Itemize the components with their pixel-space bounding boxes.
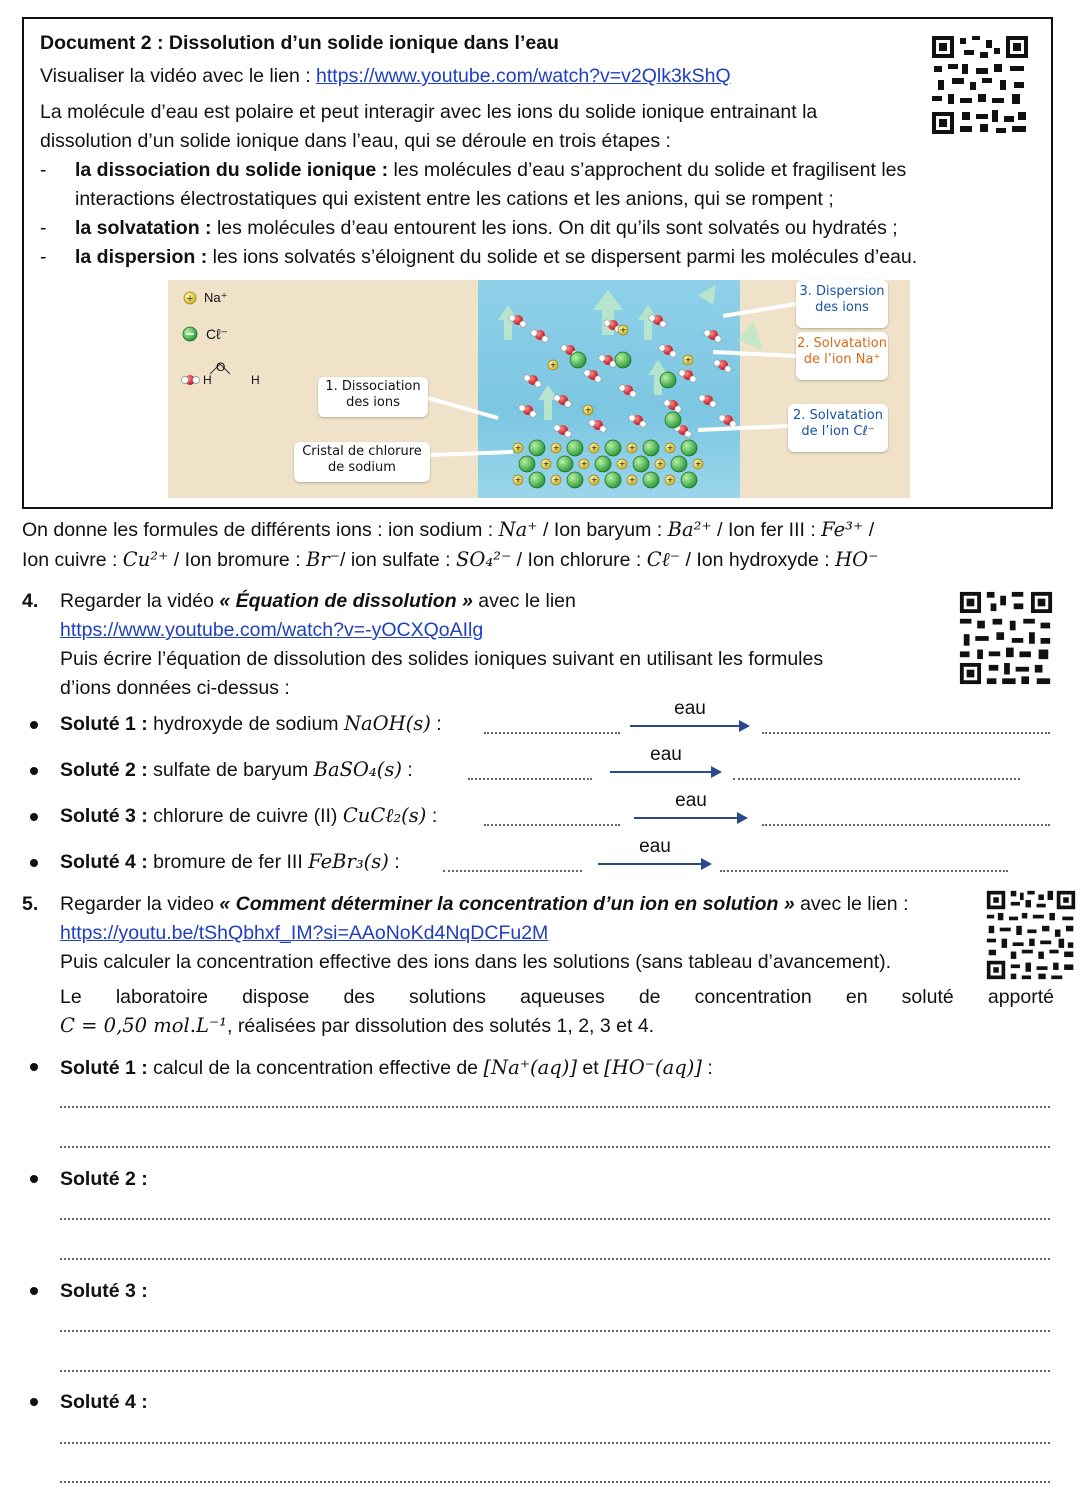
concentration-value: C = 0,50 mol.L⁻¹ [60,1014,227,1037]
q4-arrow-3 [634,790,748,824]
q4-arrow-4 [598,836,712,870]
arrow-head-icon [701,858,712,870]
arrow-label-eau: eau [675,790,707,811]
intro-line-1: La molécule d’eau est polaire et peut interagir avec les ions du solide ionique entrainant la [40,101,818,123]
q4-solute-3: Soluté 3 : chlorure de cuivre (II) CuCℓ₂(s) : [60,804,438,827]
q5-line-1: Regarder la video « Comment déterminer la concentration d’un ion en solution » avec le lien : [60,893,909,915]
step-solvatation-text: les molécules d’eau entourent les ions. On dit qu’ils sont solvatés ou hydratés ; [211,217,898,239]
svg-text:+: + [629,475,635,487]
step-dash-3: - [40,246,47,268]
q4-reactant-blank-3[interactable] [484,824,620,826]
q4-video-title: « Équation de dissolution » [219,590,473,612]
video-prefix: Visualiser la vidéo avec le lien : [40,65,317,87]
q5-line-2: Puis calculer la concentration effective des ions dans les solutions (sans tableau d’avancement). [60,951,892,973]
ions-line-1: On donne les formules de différents ions : ion sodium : Na⁺ / Ion baryum : Ba²⁺ / Ion fer III : Fe³⁺ / [22,518,875,541]
q4-products-blank-1[interactable] [762,732,1050,734]
legend-na: Na⁺ [204,290,228,305]
step-solvatation [75,215,898,241]
answer-line-s1-a[interactable] [60,1106,1050,1108]
svg-text:+: + [667,475,673,487]
arrow-head-icon [737,812,748,824]
q4-arrow-1 [630,698,750,732]
arrow-shaft [610,771,714,773]
q5-solute-3: Soluté 3 : [60,1280,148,1302]
intro-line-2: dissolution d’un solide ionique dans l’eau, qui se déroule en trois étapes : [40,130,671,152]
q4-line-2: Puis écrire l’équation de dissolution des solides ioniques suivant en utilisant les formules [60,648,824,670]
svg-text:+: + [619,459,625,471]
svg-text:+: + [667,443,673,455]
svg-text:+: + [550,360,556,372]
ion-fer: Fe³⁺ [821,518,864,541]
svg-text:+: + [620,325,626,337]
bullet-q5-s3 [30,1287,38,1295]
bullet-q4-solute-3 [30,813,38,821]
q5-number: 5. [22,893,39,915]
svg-text:+: + [591,443,597,455]
arrow-head-icon [711,766,722,778]
q5-line-3: Le laboratoire dispose des solutions aqueuses de concentration en soluté apporté [60,986,1054,1008]
svg-text:+: + [581,459,587,471]
answer-line-s1-b[interactable] [60,1146,1050,1148]
arrow-shaft [630,725,742,727]
step-dissociation [75,157,1040,183]
svg-text:+: + [591,475,597,487]
svg-text:+: + [695,459,701,471]
q4-reactant-blank-4[interactable] [443,870,582,872]
q4-number: 4. [22,590,39,612]
legend-h1: H [203,373,212,387]
ion-chlorure: Cℓ⁻ [646,548,681,571]
label-dissociation: 1. Dissociation des ions [318,377,428,417]
ion-hydroxyde: HO⁻ [835,548,879,571]
q5-video-title: « Comment déterminer la concentration d’un ion en solution » [219,893,795,915]
ion-sodium: Na⁺ [498,518,538,541]
q4-line-1: Regarder la vidéo « Équation de dissolution » avec le lien [60,590,576,612]
arrow-label-eau: eau [674,698,706,719]
bullet-q4-solute-2 [30,767,38,775]
q5-video-link[interactable]: https://youtu.be/tShQbhxf_IM?si=AAoNoKd4NqDCFu2M [60,922,549,944]
step-dispersion-text: les ions solvatés s’éloignent du solide et se dispersent parmi les molécules d’eau. [207,246,918,268]
bullet-q4-solute-4 [30,859,38,867]
step-dissociation-title: la dissociation du solide ionique : [75,159,389,181]
ion-bromure: Br⁻ [306,548,340,571]
solute-formula: BaSO₄(s) [313,758,402,781]
legend-o: O [216,360,226,374]
qr-code-3-icon[interactable] [985,888,1077,982]
q4-solute-4: Soluté 4 : bromure de fer III FeBr₃(s) : [60,850,400,873]
step-dissociation-text: les molécules d’eau s’approchent du solide et fragilisent les [388,159,907,181]
water-molecules [509,315,736,437]
nacl-crystal [513,440,703,488]
legend-cl: Cℓ⁻ [206,326,229,342]
svg-text:+: + [515,443,521,455]
ho-concentration: [HO⁻(aq)] [604,1056,702,1079]
svg-text:+: + [685,355,691,367]
legend-h2: H [251,373,260,387]
q4-products-blank-4[interactable] [720,870,1008,872]
bullet-q5-s4 [30,1398,38,1406]
svg-text:+: + [585,405,591,417]
q4-line-3: d’ions données ci-dessus : [60,677,290,699]
arrow-head-icon [739,720,750,732]
answer-line-s4-b[interactable] [60,1481,1050,1483]
na-concentration: [Na⁺(aq)] [483,1056,577,1079]
q4-arrow-2 [610,744,722,778]
step-dispersion-title: la dispersion : [75,246,208,268]
arrow-shaft [598,863,704,865]
svg-text:+: + [629,443,635,455]
video-link-1[interactable]: https://www.youtube.com/watch?v=v2Qlk3kShQ [316,65,731,87]
svg-text:+: + [543,459,549,471]
step-dash-2: - [40,217,47,239]
solute-formula: CuCℓ₂(s) [342,804,427,827]
bullet-q4-solute-1 [30,721,38,729]
answer-line-s4-a[interactable] [60,1442,1050,1444]
ion-baryum: Ba²⁺ [667,518,712,541]
answer-line-s3-b[interactable] [60,1370,1050,1372]
dissolution-figure [168,280,910,498]
q5-solute-4: Soluté 4 : [60,1391,148,1413]
q5-line-4: C = 0,50 mol.L⁻¹, réalisées par dissolution des solutés 1, 2, 3 et 4. [60,1014,655,1037]
label-solvatation-na: 2. Solvatation de l’ion Na⁺ [796,332,888,380]
video-line [40,63,731,89]
solute-formula: NaOH(s) [343,712,431,735]
svg-text:+: + [553,443,559,455]
q4-reactant-blank-2[interactable] [468,778,592,780]
svg-text:+: + [553,475,559,487]
solute-formula: FeBr₃(s) [308,850,389,873]
arrow-label-eau: eau [650,744,682,765]
answer-line-s2-b[interactable] [60,1258,1050,1260]
arrow-label-eau: eau [639,836,671,857]
qr-code-2-icon[interactable] [958,590,1054,686]
q4-products-blank-3[interactable] [762,824,1050,826]
ions-line-2: Ion cuivre : Cu²⁺ / Ion bromure : Br⁻/ ion sulfate : SO₄²⁻ / Ion chlorure : Cℓ⁻ / Ion hydroxyde : HO⁻ [22,548,879,571]
q4-reactant-blank-1[interactable] [484,732,620,734]
svg-text:+: + [186,293,194,305]
step-dissociation-line-2: interactions électrostatiques qui existent entre les cations et les anions, qui se rompent ; [75,188,834,210]
ion-cuivre: Cu²⁺ [122,548,169,571]
answer-line-s3-a[interactable] [60,1330,1050,1332]
svg-text:+: + [657,459,663,471]
q4-solute-1: Soluté 1 : hydroxyde de sodium NaOH(s) : [60,712,442,735]
doc-title: Document 2 : Dissolution d’un solide ionique dans l’eau [40,32,559,54]
q4-solute-2: Soluté 2 : sulfate de baryum BaSO₄(s) : [60,758,413,781]
arrow-shaft [634,817,740,819]
q5-solute-1: Soluté 1 : calcul de la concentration effective de [Na⁺(aq)] et [HO⁻(aq)] : [60,1056,713,1079]
ion-sulfate: SO₄²⁻ [455,548,512,571]
qr-code-1-icon[interactable] [930,34,1030,136]
label-cristal: Cristal de chlorure de sodium [294,442,430,482]
svg-text:+: + [515,475,521,487]
step-dash-1: - [40,159,47,181]
label-dispersion: 3. Dispersion des ions [796,280,888,328]
q5-solute-2: Soluté 2 : [60,1168,148,1190]
answer-line-s2-a[interactable] [60,1218,1050,1220]
q4-video-link[interactable]: https://www.youtube.com/watch?v=-yOCXQoAIlg [60,619,484,641]
step-solvatation-title: la solvatation : [75,217,212,239]
bullet-q5-s1 [30,1063,38,1071]
step-dispersion [75,244,917,270]
q4-products-blank-2[interactable] [733,778,1020,780]
bullet-q5-s2 [30,1175,38,1183]
label-solvatation-cl: 2. Solvatation de l’ion Cℓ⁻ [788,404,888,452]
